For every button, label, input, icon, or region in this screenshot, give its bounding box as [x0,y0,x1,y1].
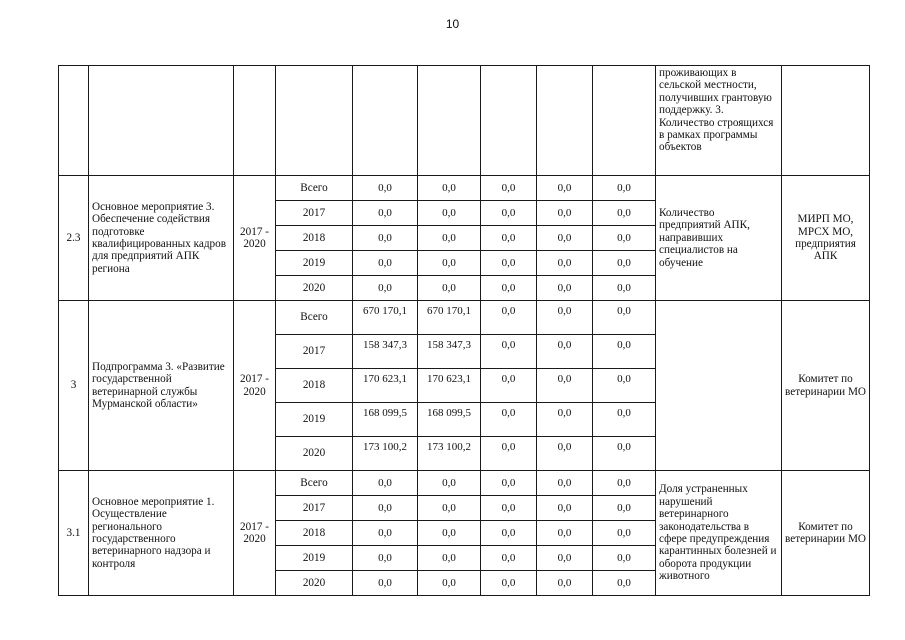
value-cell: 0,0 [481,571,537,596]
value-cell: 0,0 [537,496,593,521]
value-cell: 0,0 [537,546,593,571]
continuation-indicator: проживающих в сельской местности, получивших грантовую поддержку. 3. Количество строящихся в рамках программы объектов [656,66,782,176]
value-cell: 670 170,1 [418,301,481,335]
value-cell: 158 347,3 [353,335,418,369]
section-executor: Комитет по ветеринарии МО [782,301,870,471]
section-name: Основное мероприятие 1. Осуществление регионального государственного ветеринарного надзора и контроля [89,471,234,596]
value-cell: 0,0 [481,369,537,403]
section-indicator: Количество предприятий АПК, направивших специалистов на обучение [656,176,782,301]
value-cell: 0,0 [481,546,537,571]
section-name: Основное мероприятие 3. Обеспечение содействия подготовке квалифицированных кадров для предприятий АПК региона [89,176,234,301]
value-cell: 0,0 [593,335,656,369]
section-number: 2.3 [59,176,89,301]
value-cell: 0,0 [353,251,418,276]
value-cell: 0,0 [593,226,656,251]
value-cell: 0,0 [481,496,537,521]
table-row [59,301,870,335]
row-label: Всего [276,471,353,496]
table-row [59,471,870,496]
row-label: 2019 [276,251,353,276]
value-cell: 0,0 [593,546,656,571]
value-cell: 0,0 [593,471,656,496]
value-cell: 0,0 [353,176,418,201]
value-cell: 0,0 [593,571,656,596]
row-label: Всего [276,301,353,335]
cell-value [481,66,537,176]
value-cell: 0,0 [353,226,418,251]
value-cell: 0,0 [593,201,656,226]
value-cell: 0,0 [537,471,593,496]
row-label: 2020 [276,276,353,301]
program-table [58,65,870,596]
cell-value [537,66,593,176]
value-cell: 173 100,2 [353,437,418,471]
value-cell: 0,0 [537,301,593,335]
value-cell: 0,0 [593,301,656,335]
row-label: 2019 [276,546,353,571]
row-label: 2019 [276,403,353,437]
value-cell: 0,0 [593,403,656,437]
section-executor: Комитет по ветеринарии МО [782,471,870,596]
row-label: 2018 [276,521,353,546]
cell-label [276,66,353,176]
value-cell: 0,0 [537,437,593,471]
section-period: 2017 - 2020 [234,176,276,301]
value-cell: 0,0 [353,571,418,596]
value-cell: 0,0 [481,226,537,251]
row-label: 2020 [276,571,353,596]
cell-value [593,66,656,176]
value-cell: 0,0 [481,201,537,226]
row-label: 2017 [276,496,353,521]
section-period: 2017 - 2020 [234,471,276,596]
row-label: 2018 [276,226,353,251]
value-cell: 0,0 [593,496,656,521]
value-cell: 173 100,2 [418,437,481,471]
section-executor: МИРП МО, МРСХ МО, предприятия АПК [782,176,870,301]
section-number: 3.1 [59,471,89,596]
value-cell: 0,0 [353,471,418,496]
value-cell: 0,0 [481,437,537,471]
cell-period [234,66,276,176]
value-cell: 0,0 [481,471,537,496]
value-cell: 0,0 [593,251,656,276]
section-name: Подпрограмма 3. «Развитие государственной ветеринарной службы Мурманской области» [89,301,234,471]
continuation-row [59,66,870,176]
value-cell: 0,0 [593,276,656,301]
value-cell: 0,0 [537,226,593,251]
value-cell: 0,0 [418,226,481,251]
value-cell: 0,0 [418,546,481,571]
table-row [59,176,870,201]
row-label: Всего [276,176,353,201]
row-label: 2020 [276,437,353,471]
row-label: 2017 [276,201,353,226]
value-cell: 0,0 [481,335,537,369]
value-cell: 0,0 [537,369,593,403]
section-period: 2017 - 2020 [234,301,276,471]
section-indicator [656,301,782,471]
cell-name [89,66,234,176]
value-cell: 0,0 [537,403,593,437]
value-cell: 0,0 [593,437,656,471]
value-cell: 0,0 [593,521,656,546]
value-cell: 0,0 [537,335,593,369]
value-cell: 0,0 [353,546,418,571]
value-cell: 0,0 [418,176,481,201]
value-cell: 0,0 [353,276,418,301]
page-number: 10 [445,17,460,31]
cell-value [353,66,418,176]
value-cell: 0,0 [481,403,537,437]
row-label: 2018 [276,369,353,403]
cell-value [418,66,481,176]
value-cell: 170 623,1 [418,369,481,403]
value-cell: 0,0 [481,251,537,276]
cell-no [59,66,89,176]
value-cell: 0,0 [593,176,656,201]
value-cell: 0,0 [418,496,481,521]
value-cell: 0,0 [353,201,418,226]
value-cell: 0,0 [418,471,481,496]
value-cell: 168 099,5 [353,403,418,437]
value-cell: 0,0 [418,571,481,596]
value-cell: 0,0 [418,251,481,276]
value-cell: 670 170,1 [353,301,418,335]
value-cell: 0,0 [537,251,593,276]
value-cell: 0,0 [481,176,537,201]
value-cell: 0,0 [481,301,537,335]
value-cell: 0,0 [537,521,593,546]
value-cell: 0,0 [481,521,537,546]
value-cell: 0,0 [537,571,593,596]
cell-executor [782,66,870,176]
value-cell: 168 099,5 [418,403,481,437]
value-cell: 0,0 [481,276,537,301]
section-indicator: Доля устраненных нарушений ветеринарного законодательства в сфере предупреждения карантинных болезней и оборота продукции животного [656,471,782,596]
value-cell: 0,0 [537,201,593,226]
value-cell: 0,0 [537,176,593,201]
row-label: 2017 [276,335,353,369]
value-cell: 170 623,1 [353,369,418,403]
value-cell: 158 347,3 [418,335,481,369]
value-cell: 0,0 [418,201,481,226]
value-cell: 0,0 [353,521,418,546]
value-cell: 0,0 [593,369,656,403]
value-cell: 0,0 [418,521,481,546]
section-number: 3 [59,301,89,471]
value-cell: 0,0 [537,276,593,301]
value-cell: 0,0 [353,496,418,521]
value-cell: 0,0 [418,276,481,301]
